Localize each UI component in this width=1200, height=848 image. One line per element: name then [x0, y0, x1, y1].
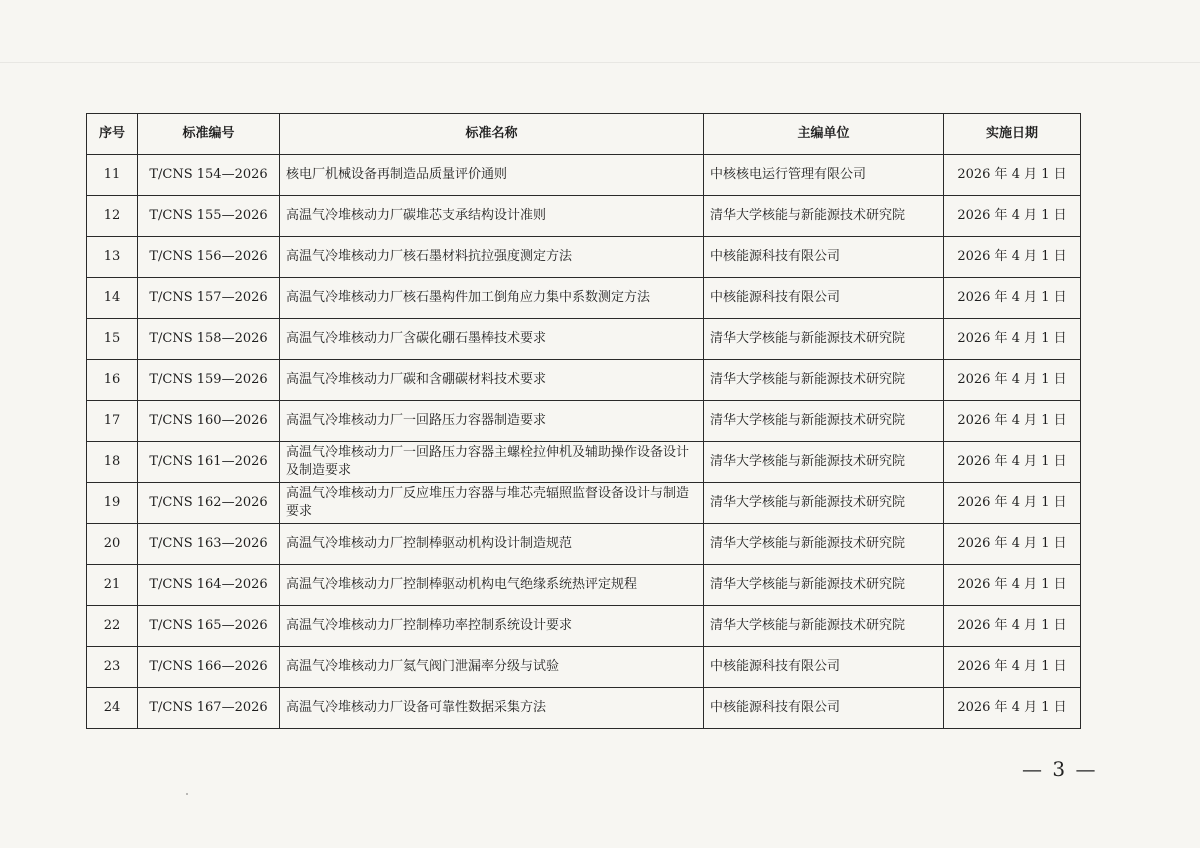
table-row [87, 401, 1081, 442]
cell-seq: 19 [87, 483, 138, 524]
cell-date: 2026 年 4 月 1 日 [944, 524, 1081, 565]
cell-unit: 中核能源科技有限公司 [704, 647, 944, 688]
header-code: 标准编号 [138, 114, 280, 155]
cell-name: 高温气冷堆核动力厂反应堆压力容器与堆芯壳辐照监督设备设计与制造要求 [280, 483, 704, 524]
table-header-row [87, 114, 1081, 155]
cell-unit: 清华大学核能与新能源技术研究院 [704, 606, 944, 647]
cell-code: T/CNS 167—2026 [138, 688, 280, 729]
cell-date: 2026 年 4 月 1 日 [944, 196, 1081, 237]
cell-name: 高温气冷堆核动力厂控制棒功率控制系统设计要求 [280, 606, 704, 647]
cell-date: 2026 年 4 月 1 日 [944, 319, 1081, 360]
cell-code: T/CNS 163—2026 [138, 524, 280, 565]
table-row [87, 483, 1081, 524]
table-row [87, 565, 1081, 606]
cell-code: T/CNS 161—2026 [138, 442, 280, 483]
cell-unit: 中核核电运行管理有限公司 [704, 155, 944, 196]
header-seq: 序号 [87, 114, 138, 155]
cell-name: 高温气冷堆核动力厂控制棒驱动机构电气绝缘系统热评定规程 [280, 565, 704, 606]
cell-seq: 21 [87, 565, 138, 606]
table-row [87, 196, 1081, 237]
cell-name: 高温气冷堆核动力厂控制棒驱动机构设计制造规范 [280, 524, 704, 565]
cell-code: T/CNS 158—2026 [138, 319, 280, 360]
cell-seq: 17 [87, 401, 138, 442]
cell-unit: 清华大学核能与新能源技术研究院 [704, 319, 944, 360]
cell-date: 2026 年 4 月 1 日 [944, 442, 1081, 483]
page-number: — 3 — [1022, 757, 1098, 781]
scan-speck [186, 793, 188, 795]
cell-date: 2026 年 4 月 1 日 [944, 688, 1081, 729]
cell-name: 高温气冷堆核动力厂碳堆芯支承结构设计准则 [280, 196, 704, 237]
cell-seq: 11 [87, 155, 138, 196]
cell-date: 2026 年 4 月 1 日 [944, 278, 1081, 319]
cell-unit: 清华大学核能与新能源技术研究院 [704, 360, 944, 401]
cell-name: 高温气冷堆核动力厂含碳化硼石墨棒技术要求 [280, 319, 704, 360]
standards-table [86, 113, 1081, 729]
scan-artifact-line [0, 62, 1200, 63]
cell-unit: 中核能源科技有限公司 [704, 278, 944, 319]
cell-date: 2026 年 4 月 1 日 [944, 606, 1081, 647]
header-unit: 主编单位 [704, 114, 944, 155]
cell-date: 2026 年 4 月 1 日 [944, 401, 1081, 442]
cell-name: 高温气冷堆核动力厂氦气阀门泄漏率分级与试验 [280, 647, 704, 688]
cell-name: 高温气冷堆核动力厂一回路压力容器主螺栓拉伸机及辅助操作设备设计及制造要求 [280, 442, 704, 483]
table-row [87, 688, 1081, 729]
cell-code: T/CNS 166—2026 [138, 647, 280, 688]
cell-date: 2026 年 4 月 1 日 [944, 483, 1081, 524]
cell-date: 2026 年 4 月 1 日 [944, 155, 1081, 196]
cell-unit: 中核能源科技有限公司 [704, 237, 944, 278]
cell-name: 核电厂机械设备再制造品质量评价通则 [280, 155, 704, 196]
cell-seq: 18 [87, 442, 138, 483]
header-date: 实施日期 [944, 114, 1081, 155]
cell-unit: 中核能源科技有限公司 [704, 688, 944, 729]
table-row [87, 237, 1081, 278]
table-row [87, 278, 1081, 319]
cell-code: T/CNS 159—2026 [138, 360, 280, 401]
cell-code: T/CNS 164—2026 [138, 565, 280, 606]
table-row [87, 319, 1081, 360]
cell-unit: 清华大学核能与新能源技术研究院 [704, 442, 944, 483]
table-row [87, 442, 1081, 483]
cell-code: T/CNS 156—2026 [138, 237, 280, 278]
cell-seq: 12 [87, 196, 138, 237]
table-row [87, 155, 1081, 196]
cell-name: 高温气冷堆核动力厂碳和含硼碳材料技术要求 [280, 360, 704, 401]
cell-unit: 清华大学核能与新能源技术研究院 [704, 524, 944, 565]
cell-code: T/CNS 165—2026 [138, 606, 280, 647]
cell-date: 2026 年 4 月 1 日 [944, 360, 1081, 401]
cell-date: 2026 年 4 月 1 日 [944, 565, 1081, 606]
cell-unit: 清华大学核能与新能源技术研究院 [704, 483, 944, 524]
cell-unit: 清华大学核能与新能源技术研究院 [704, 401, 944, 442]
table-row [87, 360, 1081, 401]
cell-code: T/CNS 162—2026 [138, 483, 280, 524]
table-row [87, 524, 1081, 565]
cell-name: 高温气冷堆核动力厂一回路压力容器制造要求 [280, 401, 704, 442]
cell-seq: 15 [87, 319, 138, 360]
cell-seq: 14 [87, 278, 138, 319]
cell-name: 高温气冷堆核动力厂核石墨构件加工倒角应力集中系数测定方法 [280, 278, 704, 319]
cell-seq: 22 [87, 606, 138, 647]
cell-code: T/CNS 155—2026 [138, 196, 280, 237]
cell-seq: 16 [87, 360, 138, 401]
cell-code: T/CNS 157—2026 [138, 278, 280, 319]
cell-unit: 清华大学核能与新能源技术研究院 [704, 196, 944, 237]
table-row [87, 606, 1081, 647]
table-row [87, 647, 1081, 688]
cell-unit: 清华大学核能与新能源技术研究院 [704, 565, 944, 606]
cell-code: T/CNS 160—2026 [138, 401, 280, 442]
cell-date: 2026 年 4 月 1 日 [944, 237, 1081, 278]
cell-date: 2026 年 4 月 1 日 [944, 647, 1081, 688]
cell-seq: 20 [87, 524, 138, 565]
cell-seq: 23 [87, 647, 138, 688]
cell-seq: 13 [87, 237, 138, 278]
cell-name: 高温气冷堆核动力厂设备可靠性数据采集方法 [280, 688, 704, 729]
cell-name: 高温气冷堆核动力厂核石墨材料抗拉强度测定方法 [280, 237, 704, 278]
cell-seq: 24 [87, 688, 138, 729]
header-name: 标准名称 [280, 114, 704, 155]
cell-code: T/CNS 154—2026 [138, 155, 280, 196]
